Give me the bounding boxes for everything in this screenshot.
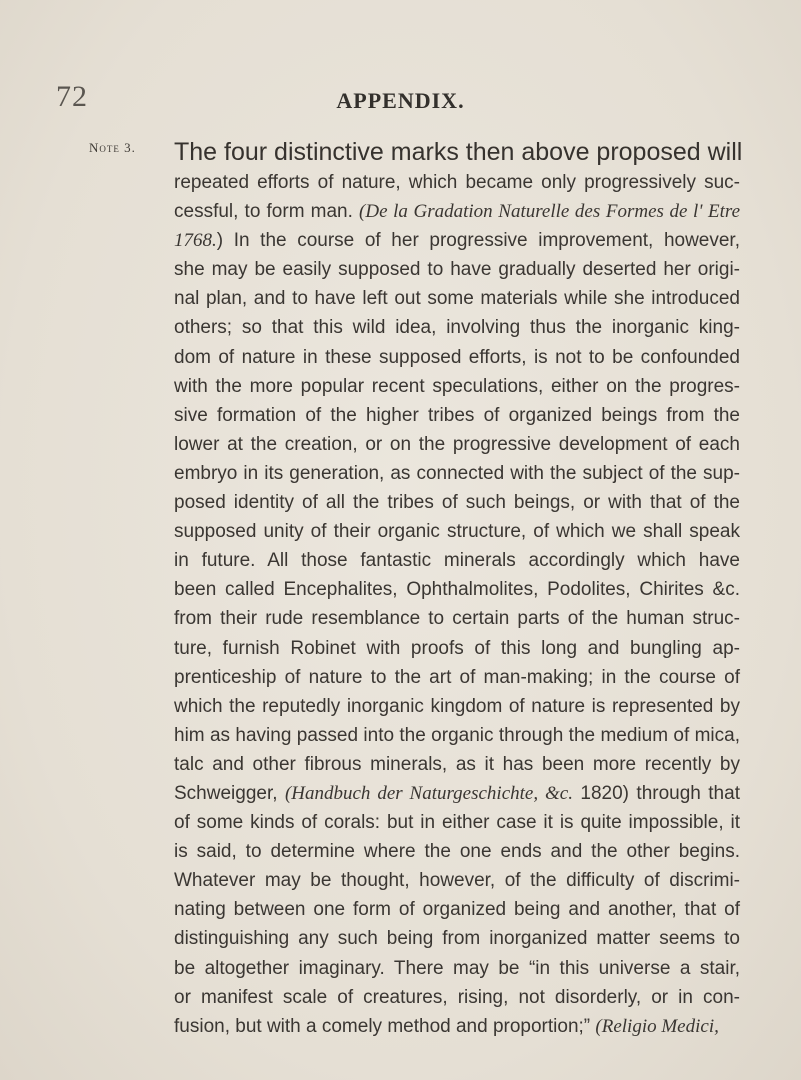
text-segment: posed identity of all the tribes of such beings, or with that of the	[174, 492, 740, 514]
text-segment: cessful, to form man.	[174, 201, 360, 223]
body-text	[174, 136, 743, 1041]
text-line	[174, 983, 740, 1012]
text-segment: Whatever may be thought, however, of the difficulty of discrimi-	[174, 870, 740, 892]
text-segment: fusion, but with a comely method and proportion;”	[174, 1015, 596, 1037]
text-segment: or manifest scale of creatures, rising, not disorderly, or in con-	[174, 986, 740, 1008]
cited-title: (Handbuch der Naturgeschichte, &c.	[284, 782, 573, 804]
text-line	[174, 197, 740, 226]
text-line	[174, 313, 740, 342]
text-segment: from their rude resemblance to certain parts of the human struc-	[174, 608, 740, 630]
text-line	[174, 663, 740, 692]
text-line	[174, 575, 740, 604]
text-line	[174, 634, 740, 663]
text-segment: is said, to determine where the one ends and the other begins.	[174, 841, 740, 863]
margin-note: Note 3.	[89, 140, 136, 155]
text-segment: which the reputedly inorganic kingdom of nature is represented by	[174, 695, 740, 717]
text-line	[174, 808, 740, 837]
text-line	[174, 488, 740, 517]
text-segment: him as having passed into the organic through the medium of mica,	[174, 724, 740, 746]
text-segment: supposed unity of their organic structure, of which we shall speak	[174, 521, 740, 543]
text-line	[174, 517, 740, 546]
text-segment: ture, furnish Robinet with proofs of this long and bungling ap-	[174, 637, 740, 659]
text-line	[174, 924, 740, 953]
text-line	[174, 459, 740, 488]
text-segment: distinguishing any such being from inorganized matter seems to	[174, 928, 740, 950]
text-segment: others; so that this wild idea, involving thus the inorganic king-	[174, 317, 740, 339]
text-line	[174, 895, 740, 924]
text-line	[174, 779, 740, 808]
page-number: 72	[56, 80, 88, 113]
text-segment: talc and other fibrous minerals, as it has been more recently by	[174, 753, 740, 775]
text-line	[174, 837, 740, 866]
text-segment: 1820) through that	[572, 782, 740, 804]
text-line	[174, 430, 740, 459]
lead-line: The four distinctive marks then above proposed will	[174, 138, 743, 166]
cited-title: (Religio Medici,	[595, 1015, 719, 1037]
text-line	[174, 372, 740, 401]
text-segment: in future. All those fantastic minerals accordingly which have	[174, 550, 740, 572]
cited-title: 1768.	[174, 230, 217, 252]
text-line	[174, 168, 740, 197]
body-lines	[174, 168, 740, 1041]
text-segment: ) In the course of her progressive improvement, however,	[216, 230, 740, 252]
text-line	[174, 284, 740, 313]
text-segment: of some kinds of corals: but in either case it is quite impossible, it	[174, 812, 740, 834]
text-segment: Schweigger,	[174, 782, 285, 804]
text-segment: dom of nature in these supposed efforts, is not to be confounded	[174, 346, 740, 368]
text-line	[174, 226, 740, 255]
text-segment: sive formation of the higher tribes of organized beings from the	[174, 404, 740, 426]
running-head: APPENDIX.	[336, 88, 465, 113]
text-segment: with the more popular recent speculations, either on the progres-	[174, 375, 740, 397]
text-segment: embryo in its generation, as connected with the subject of the sup-	[174, 462, 740, 484]
text-segment: she may be easily supposed to have gradually deserted her origi-	[174, 259, 740, 281]
text-segment: nating between one form of organized being and another, that of	[174, 899, 740, 921]
text-line	[174, 692, 740, 721]
text-line	[174, 954, 740, 983]
text-line	[174, 721, 740, 750]
text-line	[174, 750, 740, 779]
text-segment: lower at the creation, or on the progressive development of each	[174, 433, 740, 455]
text-line	[174, 343, 740, 372]
text-line	[174, 866, 740, 895]
cited-title: (De la Gradation Naturelle des Formes de l' Etre	[359, 201, 740, 223]
text-segment: nal plan, and to have left out some materials while she introduced	[174, 288, 740, 310]
text-line	[174, 255, 740, 284]
text-segment: been called Encephalites, Ophthalmolites, Podolites, Chirites &c.	[174, 579, 740, 601]
text-line	[174, 546, 740, 575]
text-segment: prenticeship of nature to the art of man-making; in the course of	[174, 666, 740, 688]
text-line	[174, 1012, 740, 1041]
text-line	[174, 401, 740, 430]
text-segment: be altogether imaginary. There may be “in this universe a stair,	[174, 957, 740, 979]
text-line	[174, 604, 740, 633]
text-segment: repeated efforts of nature, which became only progressively suc-	[174, 172, 740, 193]
